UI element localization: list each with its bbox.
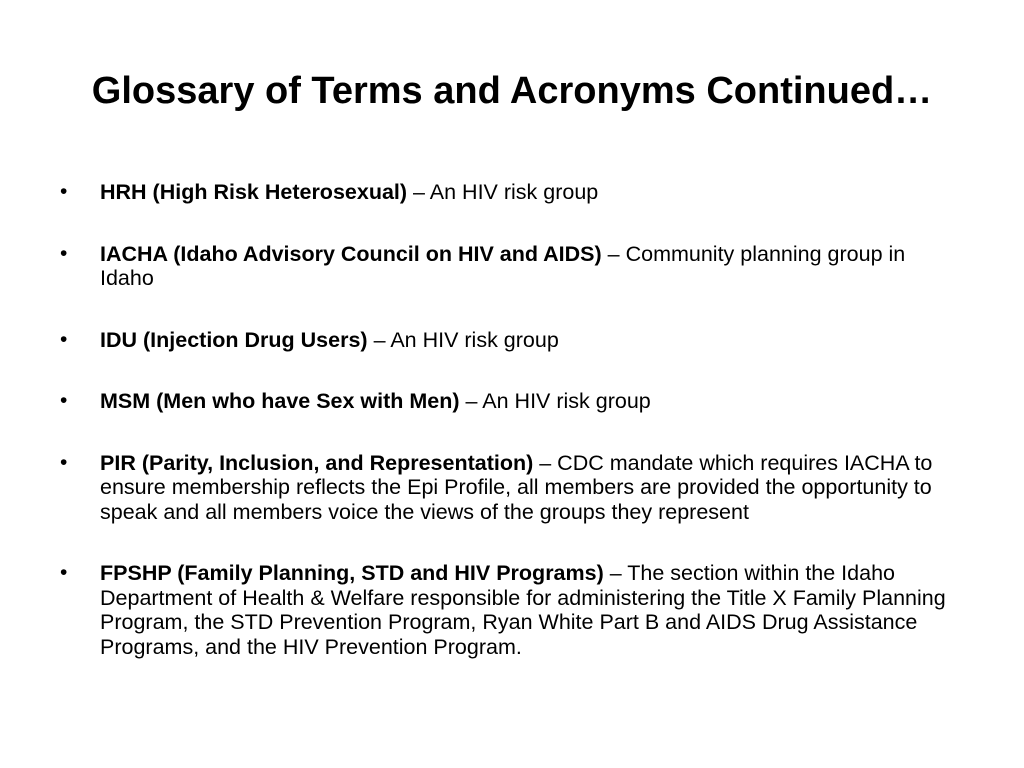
term-definition: An HIV risk group bbox=[482, 389, 651, 413]
term-separator: – bbox=[601, 241, 626, 266]
term-name: FPSHP (Family Planning, STD and HIV Programs) bbox=[100, 561, 604, 585]
term-separator: – bbox=[407, 180, 430, 204]
bullet-icon: • bbox=[60, 561, 68, 584]
term-separator: – bbox=[459, 389, 483, 413]
bullet-icon: • bbox=[60, 241, 68, 265]
term-separator: – bbox=[533, 450, 558, 475]
term-name: PIR (Parity, Inclusion, and Representation) bbox=[100, 450, 534, 475]
term-name: IDU (Injection Drug Users) bbox=[100, 327, 368, 352]
term-separator: – bbox=[367, 327, 391, 352]
term-definition: The section within the Idaho Department of Health & Welfare responsible for administering the Title X Family Planning Program, the STD Prevention Program, Ryan White Part B and AIDS Drug Assistance Programs, and the HIV Prevention Program. bbox=[100, 561, 946, 659]
term-name: HRH (High Risk Heterosexual) bbox=[100, 180, 408, 204]
bullet-icon: • bbox=[60, 389, 68, 412]
glossary-item-pir bbox=[60, 451, 965, 525]
term-definition: An HIV risk group bbox=[390, 327, 559, 352]
glossary-item-hrh bbox=[60, 180, 965, 205]
term-separator: – bbox=[603, 561, 628, 585]
term-definition: CDC mandate which requires IACHA to ensure membership reflects the Epi Profile, all members are provided the opportunity to speak and all members voice the views of the groups they represent bbox=[100, 450, 933, 524]
glossary-item-iacha bbox=[60, 242, 965, 291]
glossary-item-fpshp bbox=[60, 561, 965, 659]
term-definition: An HIV risk group bbox=[429, 180, 599, 204]
glossary-list bbox=[60, 180, 965, 696]
term-definition: Community planning group in Idaho bbox=[100, 241, 906, 290]
term-name: MSM (Men who have Sex with Men) bbox=[100, 389, 460, 413]
bullet-icon: • bbox=[60, 327, 68, 351]
slide-title: Glossary of Terms and Acronyms Continued… bbox=[91, 70, 933, 112]
term-name: IACHA (Idaho Advisory Council on HIV and AIDS) bbox=[100, 241, 602, 266]
glossary-item-idu bbox=[60, 328, 965, 353]
bullet-icon: • bbox=[60, 180, 68, 203]
glossary-item-msm bbox=[60, 389, 965, 414]
bullet-icon: • bbox=[60, 450, 68, 474]
